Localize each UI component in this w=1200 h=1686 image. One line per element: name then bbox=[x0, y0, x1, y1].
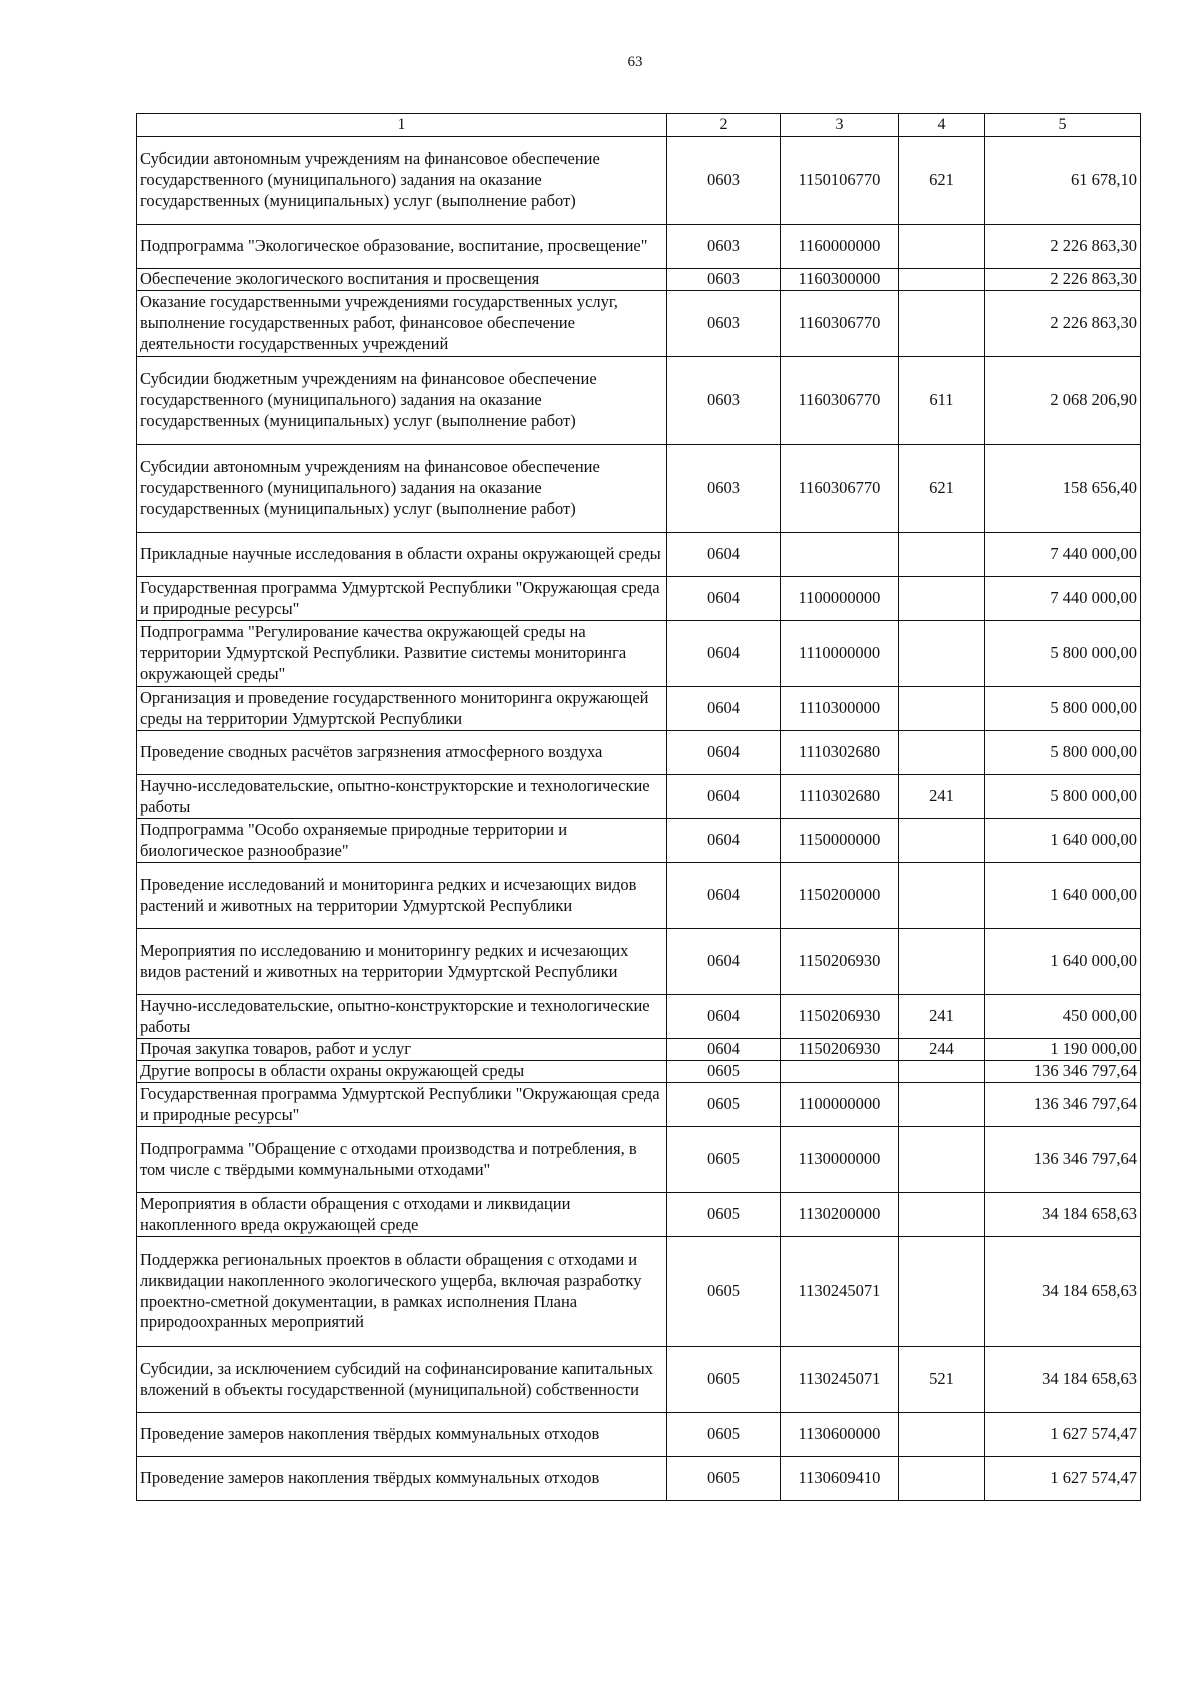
header-col-1: 1 bbox=[137, 114, 667, 137]
table-row bbox=[137, 1413, 1141, 1457]
row-section: 0603 bbox=[667, 291, 781, 357]
table-row bbox=[137, 137, 1141, 225]
row-name: Поддержка региональных проектов в области обращения с отходами и ликвидации накопленного экологического ущерба, включая разработку проектно-сметной документации, в рамках исполнения Плана природоохранных мероприятий bbox=[137, 1237, 667, 1347]
row-expense-type bbox=[899, 291, 985, 357]
table-row bbox=[137, 775, 1141, 819]
row-section: 0605 bbox=[667, 1237, 781, 1347]
row-section: 0605 bbox=[667, 1457, 781, 1501]
header-col-4: 4 bbox=[899, 114, 985, 137]
table-row bbox=[137, 1237, 1141, 1347]
row-expense-type bbox=[899, 225, 985, 269]
page-number: 63 bbox=[627, 54, 643, 70]
row-section: 0604 bbox=[667, 731, 781, 775]
row-amount: 34 184 658,63 bbox=[985, 1237, 1141, 1347]
row-target-code bbox=[781, 1061, 899, 1083]
row-target-code: 1110300000 bbox=[781, 687, 899, 731]
row-target-code: 1110302680 bbox=[781, 731, 899, 775]
row-expense-type: 621 bbox=[899, 137, 985, 225]
row-target-code: 1160306770 bbox=[781, 445, 899, 533]
row-amount: 2 226 863,30 bbox=[985, 269, 1141, 291]
row-name: Подпрограмма "Экологическое образование, воспитание, просвещение" bbox=[137, 225, 667, 269]
row-section: 0604 bbox=[667, 863, 781, 929]
row-target-code: 1150206930 bbox=[781, 929, 899, 995]
row-expense-type bbox=[899, 577, 985, 621]
row-amount: 136 346 797,64 bbox=[985, 1083, 1141, 1127]
row-amount: 1 640 000,00 bbox=[985, 819, 1141, 863]
table-row bbox=[137, 291, 1141, 357]
row-expense-type bbox=[899, 687, 985, 731]
row-expense-type bbox=[899, 1061, 985, 1083]
row-amount: 136 346 797,64 bbox=[985, 1127, 1141, 1193]
row-name: Проведение замеров накопления твёрдых коммунальных отходов bbox=[137, 1457, 667, 1501]
row-expense-type bbox=[899, 533, 985, 577]
row-target-code: 1100000000 bbox=[781, 577, 899, 621]
row-section: 0604 bbox=[667, 929, 781, 995]
row-section: 0605 bbox=[667, 1127, 781, 1193]
header-col-2: 2 bbox=[667, 114, 781, 137]
table-row bbox=[137, 863, 1141, 929]
row-section: 0604 bbox=[667, 775, 781, 819]
row-expense-type bbox=[899, 819, 985, 863]
table-row bbox=[137, 577, 1141, 621]
row-target-code: 1130609410 bbox=[781, 1457, 899, 1501]
row-target-code: 1110000000 bbox=[781, 621, 899, 687]
row-section: 0604 bbox=[667, 533, 781, 577]
header-col-3: 3 bbox=[781, 114, 899, 137]
row-amount: 61 678,10 bbox=[985, 137, 1141, 225]
row-name: Прочая закупка товаров, работ и услуг bbox=[137, 1039, 667, 1061]
row-target-code: 1130200000 bbox=[781, 1193, 899, 1237]
header-col-5: 5 bbox=[985, 114, 1141, 137]
row-name: Прикладные научные исследования в области охраны окружающей среды bbox=[137, 533, 667, 577]
row-name: Обеспечение экологического воспитания и просвещения bbox=[137, 269, 667, 291]
row-section: 0604 bbox=[667, 995, 781, 1039]
row-amount: 136 346 797,64 bbox=[985, 1061, 1141, 1083]
row-name: Оказание государственными учреждениями государственных услуг, выполнение государственных работ, финансовое обеспечение деятельности государственных учреждений bbox=[137, 291, 667, 357]
table-row bbox=[137, 533, 1141, 577]
row-name: Проведение замеров накопления твёрдых коммунальных отходов bbox=[137, 1413, 667, 1457]
row-expense-type bbox=[899, 1413, 985, 1457]
row-target-code: 1150206930 bbox=[781, 1039, 899, 1061]
row-target-code: 1150106770 bbox=[781, 137, 899, 225]
row-amount: 5 800 000,00 bbox=[985, 775, 1141, 819]
table-row bbox=[137, 819, 1141, 863]
row-name: Государственная программа Удмуртской Республики "Окружающая среда и природные ресурсы" bbox=[137, 1083, 667, 1127]
row-name: Субсидии автономным учреждениям на финансовое обеспечение государственного (муниципального) задания на оказание государственных (муниципальных) услуг (выполнение работ) bbox=[137, 445, 667, 533]
row-target-code: 1160306770 bbox=[781, 291, 899, 357]
row-section: 0603 bbox=[667, 445, 781, 533]
row-target-code: 1150206930 bbox=[781, 995, 899, 1039]
row-amount: 450 000,00 bbox=[985, 995, 1141, 1039]
row-expense-type bbox=[899, 731, 985, 775]
row-section: 0603 bbox=[667, 357, 781, 445]
table-row bbox=[137, 1347, 1141, 1413]
row-name: Организация и проведение государственного мониторинга окружающей среды на территории Удмуртской Республики bbox=[137, 687, 667, 731]
row-name: Мероприятия в области обращения с отходами и ликвидации накопленного вреда окружающей среде bbox=[137, 1193, 667, 1237]
row-section: 0604 bbox=[667, 621, 781, 687]
row-expense-type bbox=[899, 863, 985, 929]
row-amount: 5 800 000,00 bbox=[985, 687, 1141, 731]
table-row bbox=[137, 1039, 1141, 1061]
row-target-code: 1160306770 bbox=[781, 357, 899, 445]
row-expense-type: 241 bbox=[899, 775, 985, 819]
row-target-code: 1110302680 bbox=[781, 775, 899, 819]
row-name: Мероприятия по исследованию и мониторингу редких и исчезающих видов растений и животных на территории Удмуртской Республики bbox=[137, 929, 667, 995]
table-row bbox=[137, 357, 1141, 445]
row-expense-type bbox=[899, 1237, 985, 1347]
row-name: Проведение сводных расчётов загрязнения атмосферного воздуха bbox=[137, 731, 667, 775]
row-target-code: 1160300000 bbox=[781, 269, 899, 291]
row-amount: 34 184 658,63 bbox=[985, 1347, 1141, 1413]
row-name: Подпрограмма "Обращение с отходами производства и потребления, в том числе с твёрдыми коммунальными отходами" bbox=[137, 1127, 667, 1193]
table-row bbox=[137, 1457, 1141, 1501]
row-section: 0603 bbox=[667, 137, 781, 225]
row-section: 0604 bbox=[667, 1039, 781, 1061]
table-row bbox=[137, 929, 1141, 995]
row-target-code: 1100000000 bbox=[781, 1083, 899, 1127]
table-row bbox=[137, 731, 1141, 775]
row-name: Подпрограмма "Особо охраняемые природные территории и биологическое разнообразие" bbox=[137, 819, 667, 863]
row-section: 0605 bbox=[667, 1193, 781, 1237]
table-row bbox=[137, 1193, 1141, 1237]
row-target-code bbox=[781, 533, 899, 577]
row-expense-type: 621 bbox=[899, 445, 985, 533]
budget-table bbox=[136, 113, 1141, 1501]
row-expense-type: 241 bbox=[899, 995, 985, 1039]
row-expense-type: 611 bbox=[899, 357, 985, 445]
row-name: Научно-исследовательские, опытно-конструкторские и технологические работы bbox=[137, 995, 667, 1039]
row-amount: 2 226 863,30 bbox=[985, 225, 1141, 269]
row-expense-type bbox=[899, 929, 985, 995]
row-section: 0605 bbox=[667, 1061, 781, 1083]
row-amount: 5 800 000,00 bbox=[985, 731, 1141, 775]
row-amount: 7 440 000,00 bbox=[985, 577, 1141, 621]
row-name: Научно-исследовательские, опытно-конструкторские и технологические работы bbox=[137, 775, 667, 819]
row-name: Другие вопросы в области охраны окружающей среды bbox=[137, 1061, 667, 1083]
row-amount: 1 640 000,00 bbox=[985, 929, 1141, 995]
row-expense-type bbox=[899, 1193, 985, 1237]
header-row bbox=[137, 114, 1141, 137]
row-section: 0604 bbox=[667, 687, 781, 731]
row-target-code: 1150200000 bbox=[781, 863, 899, 929]
row-expense-type: 244 bbox=[899, 1039, 985, 1061]
row-section: 0603 bbox=[667, 269, 781, 291]
row-name: Проведение исследований и мониторинга редких и исчезающих видов растений и животных на территории Удмуртской Республики bbox=[137, 863, 667, 929]
row-target-code: 1160000000 bbox=[781, 225, 899, 269]
row-amount: 158 656,40 bbox=[985, 445, 1141, 533]
row-name: Государственная программа Удмуртской Республики "Окружающая среда и природные ресурсы" bbox=[137, 577, 667, 621]
row-amount: 7 440 000,00 bbox=[985, 533, 1141, 577]
row-amount: 34 184 658,63 bbox=[985, 1193, 1141, 1237]
table-row bbox=[137, 621, 1141, 687]
row-amount: 1 627 574,47 bbox=[985, 1413, 1141, 1457]
row-amount: 1 627 574,47 bbox=[985, 1457, 1141, 1501]
table-row bbox=[137, 269, 1141, 291]
row-amount: 2 068 206,90 bbox=[985, 357, 1141, 445]
row-amount: 1 190 000,00 bbox=[985, 1039, 1141, 1061]
row-name: Субсидии бюджетным учреждениям на финансовое обеспечение государственного (муниципального) задания на оказание государственных (муниципальных) услуг (выполнение работ) bbox=[137, 357, 667, 445]
row-expense-type bbox=[899, 621, 985, 687]
row-section: 0605 bbox=[667, 1413, 781, 1457]
row-target-code: 1150000000 bbox=[781, 819, 899, 863]
row-expense-type bbox=[899, 269, 985, 291]
table-row bbox=[137, 225, 1141, 269]
row-section: 0603 bbox=[667, 225, 781, 269]
table-row bbox=[137, 445, 1141, 533]
row-target-code: 1130000000 bbox=[781, 1127, 899, 1193]
row-expense-type bbox=[899, 1127, 985, 1193]
table-row bbox=[137, 687, 1141, 731]
row-expense-type bbox=[899, 1083, 985, 1127]
row-section: 0605 bbox=[667, 1347, 781, 1413]
row-section: 0605 bbox=[667, 1083, 781, 1127]
table-row bbox=[137, 1127, 1141, 1193]
row-name: Субсидии, за исключением субсидий на софинансирование капитальных вложений в объекты государственной (муниципальной) собственности bbox=[137, 1347, 667, 1413]
table-row bbox=[137, 1083, 1141, 1127]
row-name: Подпрограмма "Регулирование качества окружающей среды на территории Удмуртской Республики. Развитие системы мониторинга окружающей среды" bbox=[137, 621, 667, 687]
row-target-code: 1130600000 bbox=[781, 1413, 899, 1457]
row-section: 0604 bbox=[667, 577, 781, 621]
row-expense-type bbox=[899, 1457, 985, 1501]
row-name: Субсидии автономным учреждениям на финансовое обеспечение государственного (муниципального) задания на оказание государственных (муниципальных) услуг (выполнение работ) bbox=[137, 137, 667, 225]
row-amount: 5 800 000,00 bbox=[985, 621, 1141, 687]
table-row bbox=[137, 995, 1141, 1039]
row-amount: 1 640 000,00 bbox=[985, 863, 1141, 929]
table-row bbox=[137, 1061, 1141, 1083]
row-section: 0604 bbox=[667, 819, 781, 863]
row-target-code: 1130245071 bbox=[781, 1347, 899, 1413]
row-expense-type: 521 bbox=[899, 1347, 985, 1413]
row-amount: 2 226 863,30 bbox=[985, 291, 1141, 357]
row-target-code: 1130245071 bbox=[781, 1237, 899, 1347]
